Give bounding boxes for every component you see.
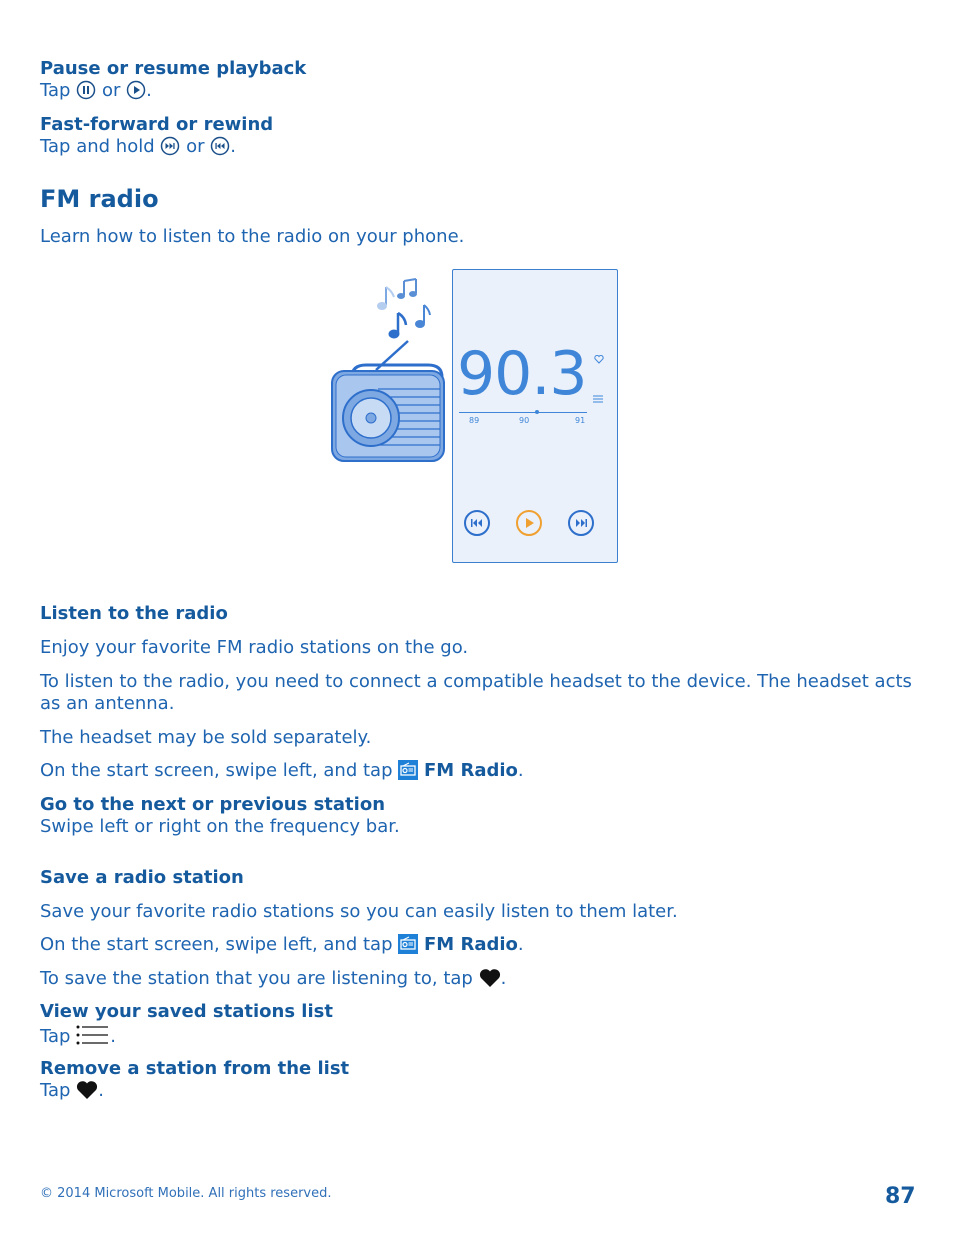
fm-radio-app-name: FM Radio xyxy=(423,934,518,955)
save-heading: Save a radio station xyxy=(40,867,244,888)
remove-heading: Remove a station from the list xyxy=(40,1058,350,1079)
instruction-text: To save the station that you are listening to, tap xyxy=(40,968,473,989)
tap-label: Tap xyxy=(40,1080,71,1101)
heart-outline-icon xyxy=(594,354,604,364)
tap-hold-label: Tap and hold xyxy=(40,136,155,157)
rewind-icon xyxy=(210,136,230,156)
heart-icon xyxy=(76,1080,98,1100)
next-button xyxy=(567,509,595,537)
heart-icon xyxy=(479,968,501,988)
pause-text xyxy=(40,80,152,101)
play-button xyxy=(515,509,543,537)
pause-icon xyxy=(76,80,96,100)
frequency-bar xyxy=(459,412,587,413)
tick-label: 89 xyxy=(469,416,480,425)
footer-copyright: © 2014 Microsoft Mobile. All rights reserved. xyxy=(40,1186,332,1201)
remove-text xyxy=(40,1080,104,1101)
tap-label: Tap xyxy=(40,80,71,101)
fast-forward-icon xyxy=(160,136,180,156)
next-body: Swipe left or right on the frequency bar. xyxy=(40,816,400,837)
save-p2 xyxy=(40,934,524,955)
ffwd-heading: Fast-forward or rewind xyxy=(40,114,274,135)
tap-label: Tap xyxy=(40,1026,71,1047)
page-number: 87 xyxy=(885,1184,916,1209)
fm-radio-app-icon xyxy=(398,760,418,780)
instruction-text: On the start screen, swipe left, and tap xyxy=(40,934,393,955)
view-heading: View your saved stations list xyxy=(40,1001,333,1022)
listen-p3: The headset may be sold separately. xyxy=(40,727,372,748)
listen-p1: Enjoy your favorite FM radio stations on the go. xyxy=(40,637,469,658)
period: . xyxy=(146,80,152,101)
play-icon xyxy=(126,80,146,100)
tick-label: 90 xyxy=(519,416,530,425)
pause-heading: Pause or resume playback xyxy=(40,58,307,79)
period: . xyxy=(517,760,524,781)
frequency-marker xyxy=(535,410,539,414)
radio-illustration xyxy=(326,275,448,467)
next-heading: Go to the next or previous station xyxy=(40,794,386,815)
fm-radio-app-name: FM Radio xyxy=(423,760,518,781)
period: . xyxy=(517,934,524,955)
phone-screen xyxy=(452,269,618,563)
intro-text: Learn how to listen to the radio on your phone. xyxy=(40,226,465,247)
music-notes-icon xyxy=(377,279,430,339)
previous-button xyxy=(463,509,491,537)
or-label: or xyxy=(101,80,121,101)
listen-heading: Listen to the radio xyxy=(40,603,228,624)
frequency-display: 90.3 xyxy=(457,339,587,409)
listen-p4 xyxy=(40,760,524,781)
ffwd-text xyxy=(40,136,236,157)
period: . xyxy=(500,968,507,989)
save-p3 xyxy=(40,968,506,989)
listen-p2: To listen to the radio, you need to connect a compatible headset to the device. The headset acts as an antenna. xyxy=(40,671,912,714)
or-label: or xyxy=(186,136,205,157)
instruction-text: On the start screen, swipe left, and tap xyxy=(40,760,393,781)
view-text xyxy=(40,1024,116,1047)
save-p1: Save your favorite radio stations so you can easily listen to them later. xyxy=(40,901,678,922)
section-title: FM radio xyxy=(40,185,159,213)
list-small-icon xyxy=(593,395,603,403)
period: . xyxy=(230,136,236,157)
period: . xyxy=(98,1080,104,1101)
period: . xyxy=(110,1026,116,1047)
tick-label: 91 xyxy=(575,416,586,425)
fm-radio-app-icon xyxy=(398,934,418,954)
list-icon xyxy=(76,1024,110,1046)
